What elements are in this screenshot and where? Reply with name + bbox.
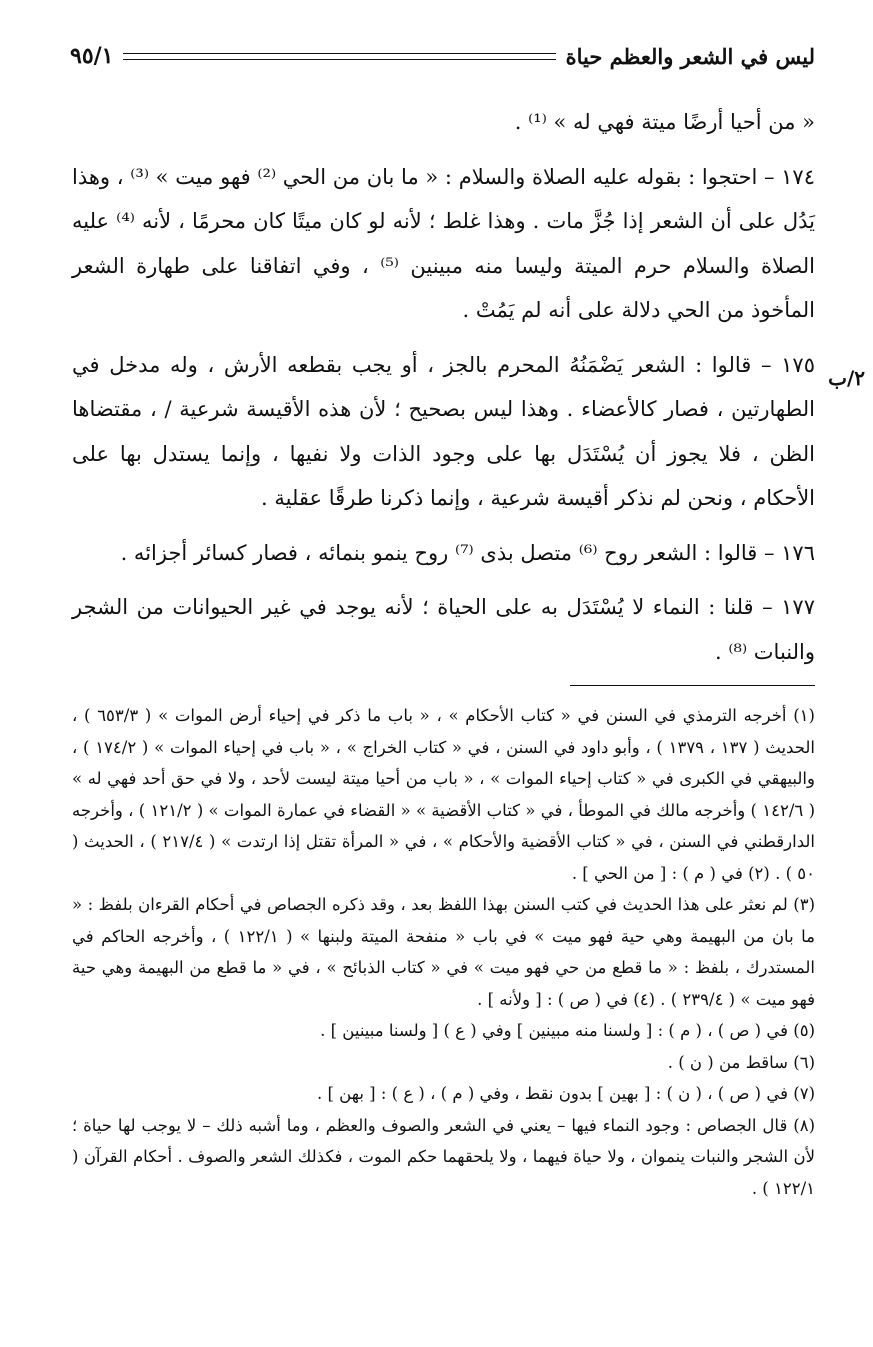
paragraph: ١٧٥ – قالوا : الشعر يَضْمَنُهُ المحرم بالجز ، أو يجب بقطعه الأرش ، وله مدخل في الطهارتين ، فصار كالأعضاء . وهذا ليس بصحيح ؛ لأن هذه الأقيسة شرعية / ، مقتضاها الظن ، فلا يجوز أن يُسْتَدَل بها على وجود الذات ولا نفيها ، وإنما يستدل بها على الأحكام ، ونحن لم نذكر أقيسة شرعية ، وإنما ذكرنا طرقًا عقلية . <box>72 352 815 510</box>
footnote: (٥) في ( ص ) ، ( م ) : [ ولسنا منه مبينين ] وفي ( ع ) [ ولسنا مبينين ] . <box>320 1021 815 1040</box>
paragraph: ١٧٧ – قلنا : النماء لا يُسْتَدَل به على الحياة ؛ لأنه يوجد في غير الحيوانات من الشجر والنبات ⁽⁸⁾ . <box>72 595 815 664</box>
paragraph: ١٧٦ – قالوا : الشعر روح ⁽⁶⁾ متصل بذى ⁽⁷⁾ روح ينمو بنمائه ، فصار كسائر أجزائه . <box>120 540 815 565</box>
footnote: (٣) لم نعثر على هذا الحديث في كتب السنن بهذا اللفظ بعد ، وقد ذكره الجصاص في أحكام القرءان بلفظ : « ما بان من البهيمة وهي حية فهو ميت » في باب « منفحة الميتة ولبنها » ( ١٢٢/١ ) ، وأخرجه الحاكم في المستدرك ، بلفظ : « ما قطع من حي فهو ميت » في « كتاب الذبائح » ، في « ما قطع من البهيمة وهي حية فهو ميت » ( ٢٣٩/٤ ) . (٤) في ( ص ) : [ ولأنه ] . <box>72 895 815 1009</box>
page-number: ٩٥/١ <box>70 43 114 69</box>
paragraph: « من أحيا أرضًا ميتة فهي له » ⁽¹⁾ . <box>514 110 815 134</box>
footnotes <box>72 700 815 1204</box>
header-rule <box>123 53 555 60</box>
footnote: (٧) في ( ص ) ، ( ن ) : [ بهين ] بدون نقط ، وفي ( م ) ، ( ع ) : [ بهن ] . <box>316 1084 815 1103</box>
footnote: (١) أخرجه الترمذي في السنن في « كتاب الأحكام » ، « باب ما ذكر في إحياء أرض الموات » ( ٦٥٣/٣ ) ، الحديث ( ١٣٧ ، ١٣٧٩ ) ، وأبو داود في السنن ، في « كتاب الخراج » ، « باب في إحياء الموات » ( ١٧٤/٢ ) ، والبيهقي في الكبرى في « كتاب إحياء الموات » ، « باب من أحيا ميتة ليست لأحد ، ولا في حق أحد فهي له » ( ١٤٢/٦ ) وأخرجه مالك في الموطأ ، في « كتاب الأقضية » « القضاء في عمارة الموات » ( ١٢١/٢ ) ، وأخرجه الدارقطني في السنن ، في « كتاب الأقضية والأحكام » ، في « المرأة تقتل إذا ارتدت » ( ٢١٧/٤ ) ، الحديث ( ٥٠ ) . (٢) في ( م ) : [ من الحي ] . <box>72 706 816 883</box>
page-header <box>70 36 815 76</box>
paragraph: ١٧٤ – احتجوا : بقوله عليه الصلاة والسلام : « ما بان من الحي ⁽²⁾ فهو ميت » ⁽³⁾ ، وهذا يَدُل على أن الشعر إذا جُزَّ مات . وهذا غلط ؛ لأنه لو كان ميتًا كان محرمًا ، لأنه ⁽⁴⁾ عليه الصلاة والسلام حرم الميتة وليسا منه مبينين ⁽⁵⁾ ، وفي اتفاقنا على طهارة الشعر المأخوذ من الحي دلالة على أنه لم يَمُتْ . <box>72 164 815 322</box>
running-title: ليس في الشعر والعظم حياة <box>565 43 815 69</box>
margin-folio-note: ٢/ب <box>828 366 865 390</box>
footnote: (٦) ساقط من ( ن ) . <box>667 1052 815 1072</box>
footnote-divider <box>570 685 815 686</box>
footnote: (٨) قال الجصاص : وجود النماء فيها – يعني في الشعر والصوف والعظم ، وما أشبه ذلك – لا يوجب لها حياة ؛ لأن الشجر والنبات ينموان ، ولا حياة فيهما ، ولا يلحقهما حكم الموت ، فكذلك الشعر والصوف . أحكام القرآن ( ١٢٢/١ ) . <box>72 1115 815 1198</box>
main-text <box>72 100 815 684</box>
